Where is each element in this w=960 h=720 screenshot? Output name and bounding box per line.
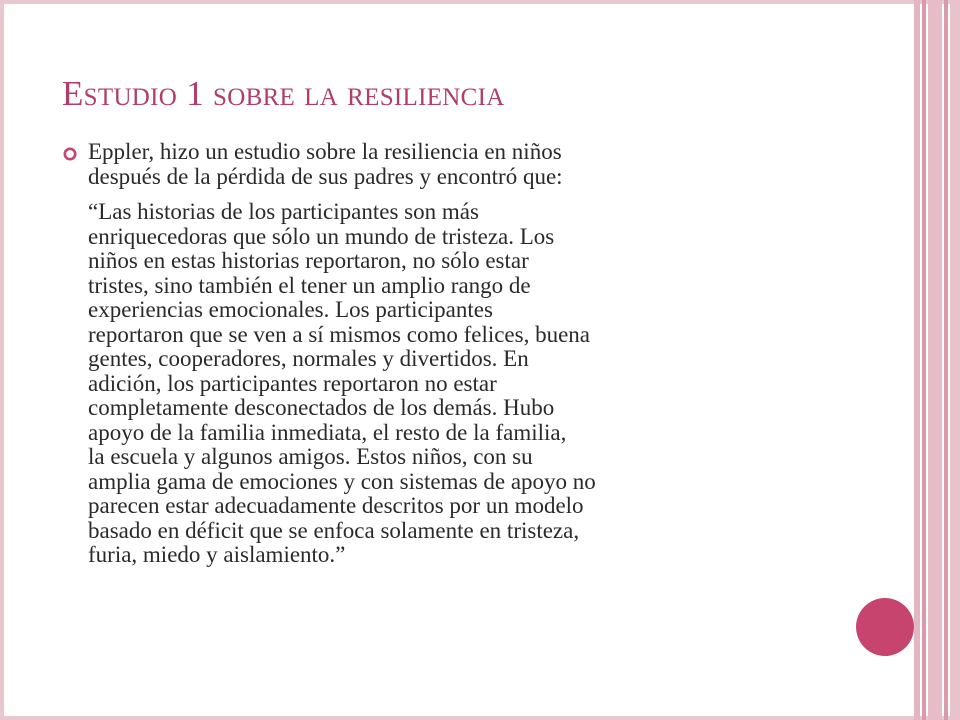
stripe	[944, 0, 948, 720]
stripe	[950, 0, 960, 720]
decorative-stripes	[914, 0, 960, 720]
quote-text: “Las historias de los participantes son más enriquecedoras que sólo un mundo de tristeza. Los niños en estas historias reportaron, no sólo estar tristes, sino también el tener un amplio rango de experiencias emocionales. Los participantes reportaron que se ven a sí mismos como felices, buena gentes, cooperadores, normales y divertidos. En adición, los participantes reportaron no estar completamente desconectados de los demás. Hubo apoyo de la familia inmediata, el resto de la familia, la escuela y algunos amigos. Estos niños, con su amplia gama de emociones y con sistemas de apoyo no parecen estar adecuadamente descritos por un modelo basado en déficit que se enfoca solamente en tristeza, furia, miedo y aislamiento.”	[88, 199, 596, 567]
bullet-item	[62, 140, 842, 189]
slide-title: Estudio 1 sobre la resiliencia	[62, 74, 505, 113]
ring-bullet-icon	[62, 146, 78, 162]
decorative-circle	[856, 598, 914, 656]
bullet-text: Eppler, hizo un estudio sobre la resiliencia en niños después de la pérdida de sus padres y encontró que:	[88, 139, 563, 189]
stripe	[928, 0, 942, 720]
stripe	[914, 0, 920, 720]
stripe	[922, 0, 926, 720]
slide-content	[62, 140, 842, 568]
